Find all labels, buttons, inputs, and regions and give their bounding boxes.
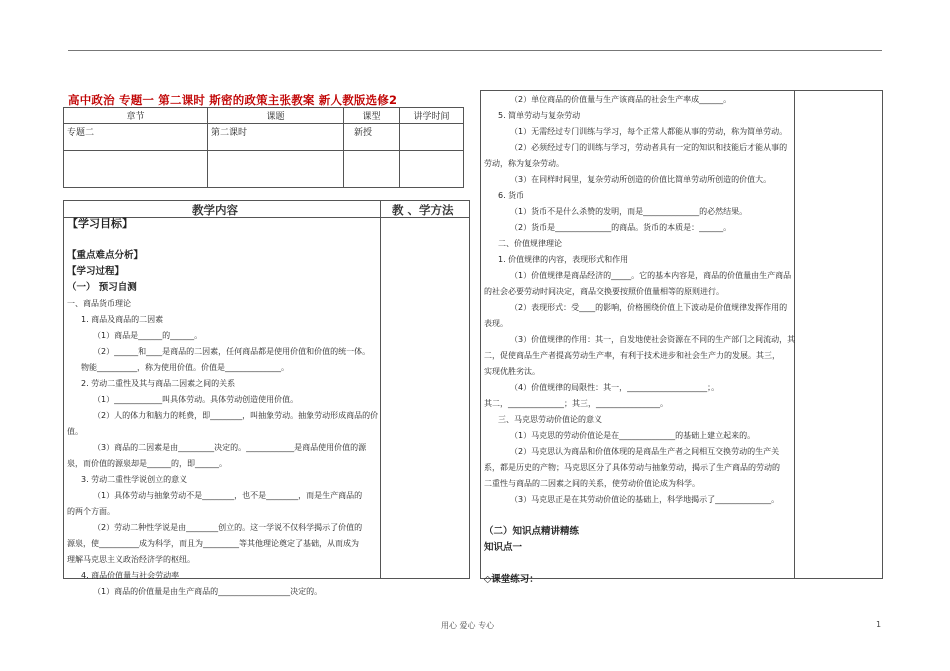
text-line: （3）商品的二因素是由_________决定的。____________是商品使用价值的源	[93, 443, 367, 452]
text-line: 6. 货币	[498, 191, 525, 200]
text-line: （2）表现形式：受____的影响，价格围绕价值上下波动是价值规律发挥作用的	[510, 303, 788, 312]
text-line: （2）人的体力和脑力的耗费，即________，叫抽象劳动。抽象劳动形成商品的价	[93, 411, 379, 420]
text-line: （1）商品是______的______。	[93, 331, 203, 340]
text-line: （3）马克思正是在其劳动价值论的基础上，科学地揭示了______________。	[510, 495, 780, 504]
text-line: 劳动，称为复杂劳动。	[484, 159, 564, 168]
text-line: （3）在同样时间里，复杂劳动所创造的价值比简单劳动所创造的价值大。	[510, 175, 772, 184]
text-line: （2）马克思认为商品和价值体现的是商品生产者之间相互交换劳动的生产关	[510, 447, 780, 456]
text-line: 2. 劳动二重性及其与商品二因素之间的关系	[81, 379, 236, 388]
header-chapter: 章节	[64, 108, 208, 124]
document-title: 高中政治 专题一 第二课时 斯密的政策主张教案 新人教版选修2	[68, 93, 398, 107]
text-line: （2）______和____是商品的二因素，任何商品都是使用价值和价值的统一体。	[93, 347, 371, 356]
lesson-info-table	[63, 107, 464, 188]
text-line	[484, 508, 794, 524]
text-line: 物能__________，称为使用价值。价值是______________。	[81, 363, 289, 372]
text-line: 1. 商品及商品的二因素	[81, 315, 164, 324]
empty-cell	[208, 151, 344, 188]
left-content-text	[67, 216, 379, 600]
left-content-box	[63, 200, 470, 596]
text-line: ◇课堂练习：	[484, 574, 539, 585]
text-line: 【学习过程】	[67, 266, 125, 277]
cell-lesson-type: 新授	[344, 124, 400, 151]
text-line: 理解马克思主义政治经济学的枢纽。	[67, 555, 195, 564]
text-line: （2）劳动二种性学说是由________创立的。这一学说不仅科学揭示了价值的	[93, 523, 363, 532]
text-line: （2）必须经过专门的训练与学习，劳动者具有一定的知识和技能后才能从事的	[510, 143, 788, 152]
text-line: 知识点一	[484, 542, 523, 553]
header-lecture-time: 讲学时间	[400, 108, 464, 124]
text-line: （2）货币是______________的商品。货币的本质是：______。	[510, 223, 732, 232]
info-table-row	[64, 124, 464, 151]
teaching-content-header: 教学内容	[192, 203, 238, 217]
text-line: （2）单位商品的价值量与生产该商品的社会生产率成______。	[510, 95, 732, 104]
empty-cell	[64, 151, 208, 188]
page-footer: 用心 爱心 专心	[441, 621, 495, 630]
text-line: 二，促使商品生产者提高劳动生产率，有利于技术进步和社会生产力的发展。其三，	[484, 351, 780, 360]
text-line: 三、马克思劳动价值论的意义	[498, 415, 602, 424]
header-topic: 课题	[208, 108, 344, 124]
text-line: 【重点难点分析】	[67, 250, 144, 261]
text-line: （1）马克思的劳动价值论是在______________的基础上建立起来的。	[510, 431, 756, 440]
text-line: 1. 价值规律的内容，表现形式和作用	[498, 255, 629, 264]
column-divider	[380, 201, 381, 578]
text-line: （4）价值规律的局限性：其一，____________________；。	[510, 383, 720, 392]
text-line: （1）具体劳动与抽象劳动不是________，也不是________，而是生产商品的	[93, 491, 363, 500]
text-line: 【学习目标】	[67, 217, 133, 230]
info-table-empty-row	[64, 151, 464, 188]
right-content-text	[484, 92, 794, 588]
text-line	[484, 556, 794, 572]
text-line: 5. 简单劳动与复杂劳动	[498, 111, 581, 120]
text-line: （1）价值规律是商品经济的_____。它的基本内容是，商品的价值量由生产商品	[510, 271, 792, 280]
text-line: （一） 预习自测	[67, 282, 137, 293]
text-line: （3）价值规律的作用：其一，自发地使社会资源在不同的生产部门之间流动，其	[510, 335, 796, 344]
header-lesson-type: 课型	[344, 108, 400, 124]
text-line: 4. 商品价值量与社会劳动率	[81, 571, 180, 580]
text-line: （二）知识点精讲精练	[484, 526, 580, 537]
text-line: 源泉，使__________成为科学，而且为_________等其他理论奠定了基础，从而成为	[67, 539, 359, 548]
text-line: （1）____________叫具体劳动。具体劳动创造使用价值。	[93, 395, 299, 404]
text-line: 的两个方面。	[67, 507, 115, 516]
text-line: 二、价值规律理论	[498, 239, 562, 248]
text-line: 泉，而价值的源泉却是______的，即______。	[67, 459, 227, 468]
text-line: 一、商品货币理论	[67, 299, 131, 308]
text-line: （1）无需经过专门训练与学习，每个正常人都能从事的劳动，称为简单劳动。	[510, 127, 788, 136]
info-table-header-row	[64, 108, 464, 124]
text-line: 的社会必要劳动时间决定，商品交换要按照价值量相等的原则进行。	[484, 287, 724, 296]
text-line: 表现。	[484, 319, 508, 328]
text-line: 二重性与商品的二因素之间的关系，使劳动价值论成为科学。	[484, 479, 700, 488]
text-line: 系，都是历史的产物；马克思区分了具体劳动与抽象劳动，揭示了生产商品的劳动的	[484, 463, 780, 472]
right-content-box	[480, 90, 883, 585]
page-number: 1	[876, 620, 882, 629]
text-line: 其二，______________；其三，________________。	[484, 399, 668, 408]
empty-cell	[400, 151, 464, 188]
text-line	[67, 232, 379, 248]
text-line: 实现优胜劣汰。	[484, 367, 540, 376]
cell-lecture-time	[400, 124, 464, 151]
cell-topic: 第二课时	[208, 124, 344, 151]
text-line: 值。	[67, 427, 83, 436]
top-rule	[68, 50, 882, 51]
teaching-method-header: 教 、学方法	[392, 203, 454, 217]
cell-chapter: 专题二	[64, 124, 208, 151]
text-line: （1）商品的价值量是由生产商品的__________________决定的。	[93, 587, 323, 596]
empty-cell	[344, 151, 400, 188]
text-line: （1）货币不是什么杀赞的发明，而是______________的必然结果。	[510, 207, 748, 216]
text-line: 3. 劳动二重性学说创立的意义	[81, 475, 188, 484]
